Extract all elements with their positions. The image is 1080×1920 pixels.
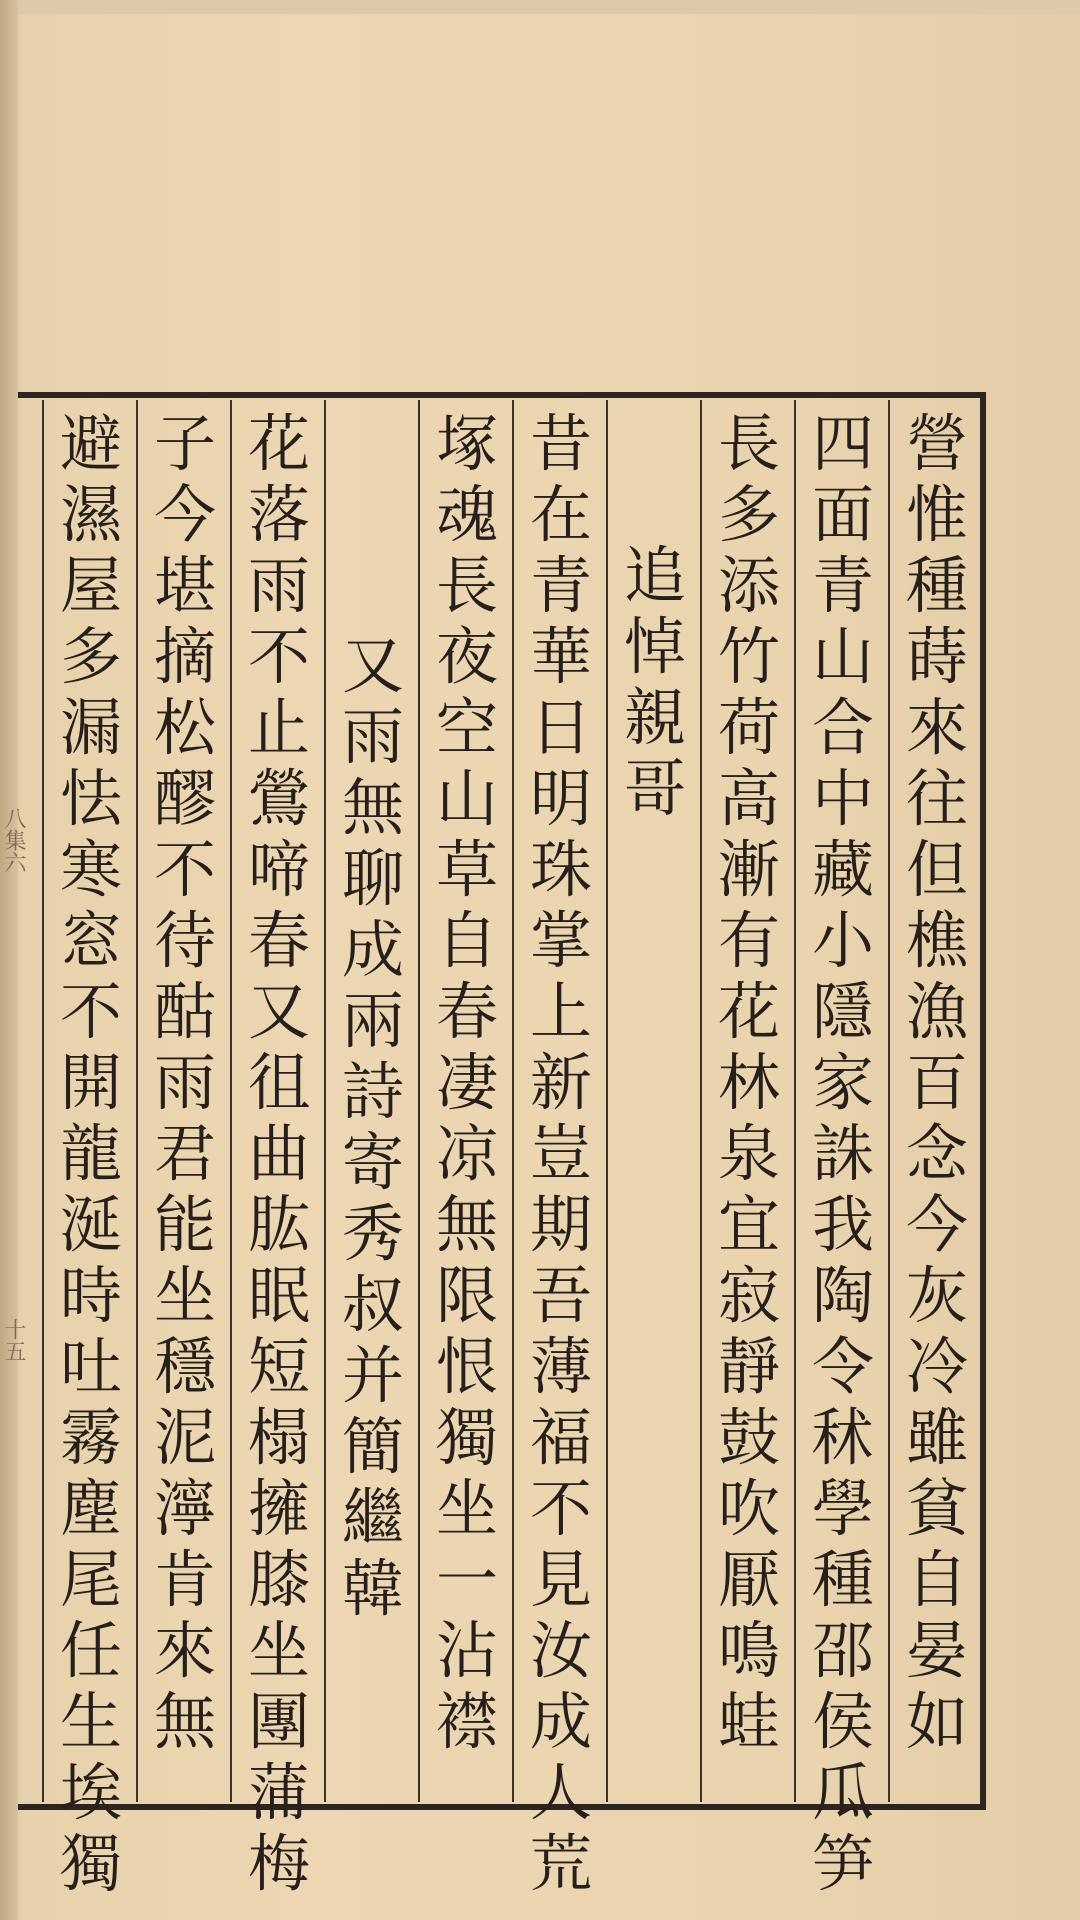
character: 長 [717, 407, 780, 480]
character: 樵 [905, 904, 968, 977]
column-8 [230, 400, 324, 1900]
character: 晏 [905, 1614, 968, 1687]
character: 誅 [811, 1117, 874, 1190]
character: 空 [435, 691, 498, 764]
character: 榻 [247, 1401, 310, 1474]
character: 聊 [341, 842, 404, 915]
character: 長 [435, 549, 498, 622]
character: 荷 [717, 691, 780, 764]
column-text [420, 408, 514, 1757]
character: 期 [529, 1188, 592, 1261]
character: 梅 [247, 1827, 310, 1900]
character: 一 [435, 1543, 498, 1616]
character: 營 [905, 407, 968, 480]
character: 鳴 [717, 1614, 780, 1687]
character: 不 [153, 833, 216, 906]
character: 子 [153, 407, 216, 480]
character: 但 [905, 833, 968, 906]
character: 青 [529, 549, 592, 622]
character: 掌 [529, 904, 592, 977]
character: 厭 [717, 1543, 780, 1616]
character: 多 [59, 620, 122, 693]
character: 時 [59, 1259, 122, 1332]
character: 上 [529, 975, 592, 1048]
character: 龍 [59, 1117, 122, 1190]
character: 松 [153, 691, 216, 764]
character: 濘 [153, 1472, 216, 1545]
character: 寄 [341, 1126, 404, 1199]
character: 哥 [623, 752, 686, 825]
character: 惟 [905, 478, 968, 551]
character: 笋 [811, 1827, 874, 1900]
character: 雖 [905, 1401, 968, 1474]
character: 任 [59, 1614, 122, 1687]
character: 華 [529, 620, 592, 693]
character: 日 [529, 691, 592, 764]
character: 百 [905, 1046, 968, 1119]
character: 霧 [59, 1401, 122, 1474]
character: 悼 [623, 610, 686, 683]
character: 蛙 [717, 1685, 780, 1758]
page-left-edge [0, 0, 18, 1920]
character: 夜 [435, 620, 498, 693]
character: 明 [529, 762, 592, 835]
character: 福 [529, 1401, 592, 1474]
character: 坐 [153, 1259, 216, 1332]
character: 雨 [341, 700, 404, 773]
character: 無 [341, 771, 404, 844]
character: 漏 [59, 691, 122, 764]
character: 泉 [717, 1117, 780, 1190]
character: 四 [811, 407, 874, 480]
column-1 [888, 400, 982, 1802]
column-text [514, 408, 608, 1899]
character: 種 [905, 549, 968, 622]
character: 雨 [153, 1046, 216, 1119]
character: 穩 [153, 1330, 216, 1403]
character: 人 [529, 1756, 592, 1829]
character: 念 [905, 1117, 968, 1190]
character: 我 [811, 1188, 874, 1261]
column-text [796, 408, 890, 1899]
character: 止 [247, 691, 310, 764]
character: 珠 [529, 833, 592, 906]
poem-title [608, 540, 702, 824]
character: 秀 [341, 1197, 404, 1270]
character: 限 [435, 1259, 498, 1332]
character: 吹 [717, 1472, 780, 1545]
character: 能 [153, 1188, 216, 1261]
column-9 [136, 400, 230, 1802]
column-7-title [324, 400, 418, 1802]
character: 不 [247, 620, 310, 693]
character: 落 [247, 478, 310, 551]
character: 韓 [341, 1552, 404, 1625]
character: 寂 [717, 1259, 780, 1332]
character: 膝 [247, 1543, 310, 1616]
character: 團 [247, 1685, 310, 1758]
character: 恨 [435, 1330, 498, 1403]
character: 尾 [59, 1543, 122, 1616]
character: 酤 [153, 975, 216, 1048]
character: 無 [435, 1188, 498, 1261]
character: 學 [811, 1472, 874, 1545]
character: 花 [717, 975, 780, 1048]
character: 曲 [247, 1117, 310, 1190]
character: 隱 [811, 975, 874, 1048]
poem-title [326, 630, 420, 1624]
character: 襟 [435, 1685, 498, 1758]
character: 短 [247, 1330, 310, 1403]
character: 又 [341, 629, 404, 702]
character: 青 [811, 549, 874, 622]
character: 秫 [811, 1401, 874, 1474]
character: 泥 [153, 1401, 216, 1474]
character: 鶯 [247, 762, 310, 835]
character: 濕 [59, 478, 122, 551]
character: 埃 [59, 1756, 122, 1829]
character: 避 [59, 407, 122, 480]
column-text [702, 408, 796, 1757]
character: 繼 [341, 1481, 404, 1554]
character: 冷 [905, 1330, 968, 1403]
character: 面 [811, 478, 874, 551]
character: 小 [811, 904, 874, 977]
character: 中 [811, 762, 874, 835]
character: 親 [623, 681, 686, 754]
character: 寒 [59, 833, 122, 906]
column-3 [700, 400, 794, 1802]
character: 宜 [717, 1188, 780, 1261]
character: 開 [59, 1046, 122, 1119]
character: 魂 [435, 478, 498, 551]
character: 合 [811, 691, 874, 764]
character: 擁 [247, 1472, 310, 1545]
character: 吐 [59, 1330, 122, 1403]
column-10 [42, 400, 136, 1900]
character: 坐 [247, 1614, 310, 1687]
character: 怯 [59, 762, 122, 835]
character: 肱 [247, 1188, 310, 1261]
character: 新 [529, 1046, 592, 1119]
character: 在 [529, 478, 592, 551]
character: 追 [623, 539, 686, 612]
character: 添 [717, 549, 780, 622]
character: 邵 [811, 1614, 874, 1687]
character: 藏 [811, 833, 874, 906]
character: 成 [341, 913, 404, 986]
character: 蒔 [905, 620, 968, 693]
character: 獨 [59, 1827, 122, 1900]
character: 鼓 [717, 1401, 780, 1474]
character: 凉 [435, 1117, 498, 1190]
character: 山 [811, 620, 874, 693]
character: 貧 [905, 1472, 968, 1545]
character: 眠 [247, 1259, 310, 1332]
character: 不 [529, 1472, 592, 1545]
character: 竹 [717, 620, 780, 693]
character: 肯 [153, 1543, 216, 1616]
character: 簡 [341, 1410, 404, 1483]
character: 雨 [247, 549, 310, 622]
column-text [890, 408, 984, 1757]
character: 無 [153, 1685, 216, 1758]
character: 花 [247, 407, 310, 480]
character: 摘 [153, 620, 216, 693]
character: 家 [811, 1046, 874, 1119]
character: 堪 [153, 549, 216, 622]
column-text [44, 408, 138, 1899]
folio-number: 十五 [1, 1318, 26, 1362]
character: 漁 [905, 975, 968, 1048]
character: 如 [905, 1685, 968, 1758]
character: 春 [435, 975, 498, 1048]
character: 醪 [153, 762, 216, 835]
character: 兩 [341, 984, 404, 1057]
character: 令 [811, 1330, 874, 1403]
character: 豈 [529, 1117, 592, 1190]
character: 成 [529, 1685, 592, 1758]
page-top-edge [0, 0, 1080, 14]
character: 沾 [435, 1614, 498, 1687]
character: 昔 [529, 407, 592, 480]
character: 生 [59, 1685, 122, 1758]
character: 自 [435, 904, 498, 977]
character: 今 [905, 1188, 968, 1261]
character: 吾 [529, 1259, 592, 1332]
character: 坐 [435, 1472, 498, 1545]
column-2 [794, 400, 888, 1900]
character: 漸 [717, 833, 780, 906]
character: 有 [717, 904, 780, 977]
character: 君 [153, 1117, 216, 1190]
character: 瓜 [811, 1756, 874, 1829]
column-text [138, 408, 232, 1757]
character: 凄 [435, 1046, 498, 1119]
character: 又 [247, 975, 310, 1048]
character: 叔 [341, 1268, 404, 1341]
character: 塚 [435, 407, 498, 480]
character: 待 [153, 904, 216, 977]
character: 詩 [341, 1055, 404, 1128]
character: 種 [811, 1543, 874, 1616]
character: 涎 [59, 1188, 122, 1261]
character: 窓 [59, 904, 122, 977]
character: 徂 [247, 1046, 310, 1119]
column-text [232, 408, 326, 1899]
character: 見 [529, 1543, 592, 1616]
character: 并 [341, 1339, 404, 1412]
character: 屋 [59, 549, 122, 622]
spine-label: 八集六 [1, 807, 26, 873]
character: 春 [247, 904, 310, 977]
column-5 [512, 400, 606, 1900]
character: 多 [717, 478, 780, 551]
character: 啼 [247, 833, 310, 906]
character: 蒲 [247, 1756, 310, 1829]
character: 侯 [811, 1685, 874, 1758]
column-4-title [606, 400, 700, 1802]
character: 不 [59, 975, 122, 1048]
character: 山 [435, 762, 498, 835]
character: 草 [435, 833, 498, 906]
character: 高 [717, 762, 780, 835]
character: 陶 [811, 1259, 874, 1332]
character: 靜 [717, 1330, 780, 1403]
column-6 [418, 400, 512, 1802]
character: 往 [905, 762, 968, 835]
character: 來 [905, 691, 968, 764]
character: 薄 [529, 1330, 592, 1403]
character: 獨 [435, 1401, 498, 1474]
character: 灰 [905, 1259, 968, 1332]
character: 來 [153, 1614, 216, 1687]
character: 荒 [529, 1827, 592, 1900]
character: 林 [717, 1046, 780, 1119]
character: 自 [905, 1543, 968, 1616]
character: 今 [153, 478, 216, 551]
character: 塵 [59, 1472, 122, 1545]
character: 汝 [529, 1614, 592, 1687]
